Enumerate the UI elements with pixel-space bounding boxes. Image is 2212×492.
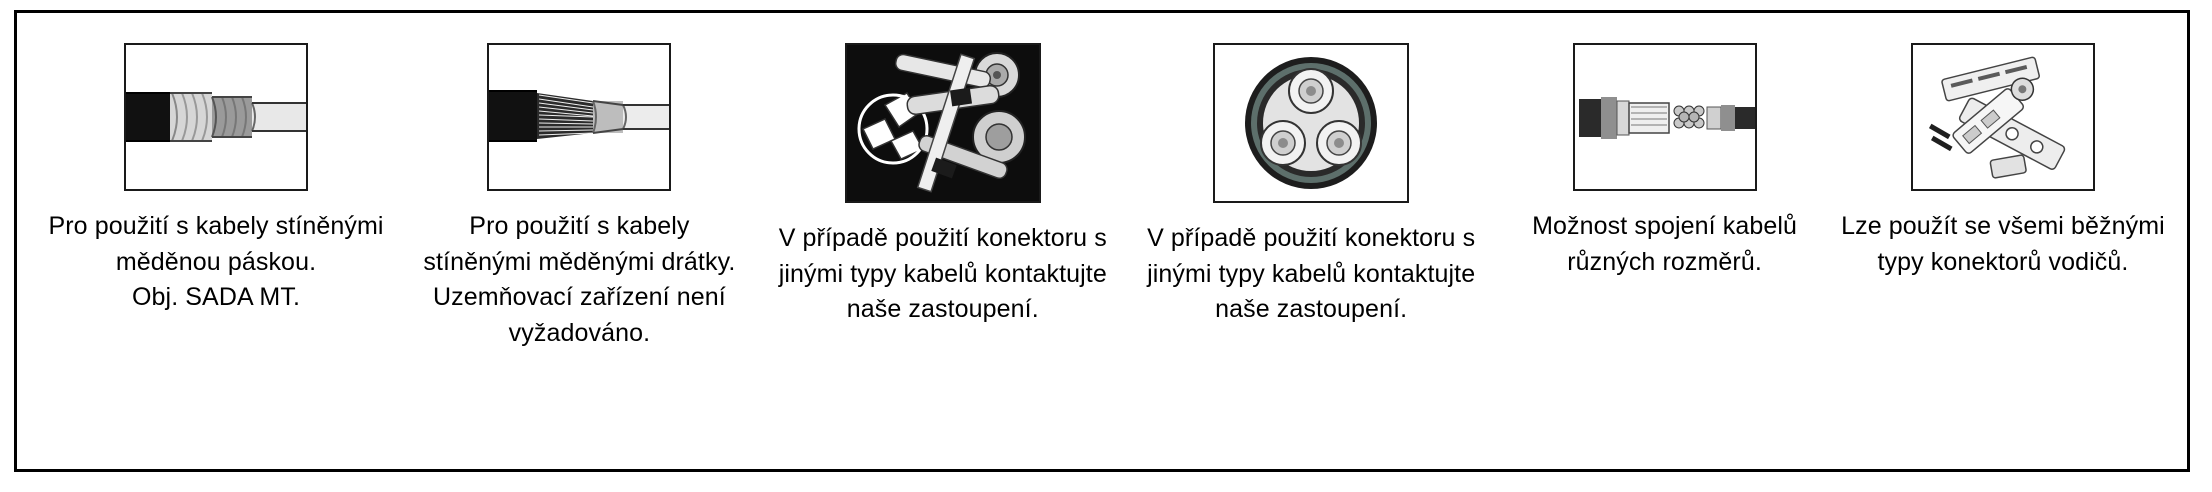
caption-line: vyžadováno.	[508, 318, 651, 347]
feature-caption	[779, 221, 1107, 328]
cable-shielded-copper-tape-illustration	[124, 43, 308, 191]
feature-caption	[1841, 209, 2165, 280]
feature-item-shielded-copper-wires	[419, 43, 739, 351]
feature-item-all-common-connectors	[1841, 43, 2165, 280]
connector-assembly-photo	[845, 43, 1041, 203]
content-panel	[14, 10, 2190, 472]
caption-line: jinými typy kabelů kontaktujte	[1147, 259, 1476, 288]
caption-line: Lze použít se všemi běžnými	[1841, 212, 2165, 240]
feature-caption	[423, 209, 735, 351]
feature-item-connector-other-types-a	[778, 43, 1108, 328]
caption-line: Pro použití s kabely stíněnými	[48, 212, 384, 240]
caption-line: Možnost spojení kabelů	[1532, 212, 1797, 240]
feature-row	[17, 13, 2187, 469]
feature-caption	[1147, 221, 1475, 328]
caption-line: Obj. SADA MT.	[131, 283, 300, 311]
caption-line: V případě použití konektoru s	[778, 224, 1107, 252]
caption-line: naše zastoupení.	[846, 295, 1039, 323]
caption-line: stíněnými měděnými drátky.	[423, 247, 736, 276]
feature-item-connector-other-types-b	[1146, 43, 1476, 328]
caption-line: typy konektorů vodičů.	[1877, 247, 2129, 276]
cable-shielded-copper-wires-illustration	[487, 43, 671, 191]
three-core-cable-cross-section-photo	[1213, 43, 1409, 203]
caption-line: V případě použití konektoru s	[1147, 224, 1476, 252]
caption-line: Pro použití s kabely	[469, 212, 690, 240]
feature-item-shielded-copper-tape	[48, 43, 384, 316]
feature-caption	[48, 209, 383, 316]
caption-line: měděnou páskou.	[115, 247, 317, 276]
caption-line: Uzemňovací zařízení není	[432, 283, 726, 311]
conductor-connectors-illustration	[1911, 43, 2095, 191]
caption-line: jinými typy kabelů kontaktujte	[778, 259, 1107, 288]
feature-item-different-sizes-joint	[1515, 43, 1815, 280]
cable-joint-different-sizes-illustration	[1573, 43, 1757, 191]
caption-line: naše zastoupení.	[1215, 295, 1408, 323]
feature-caption	[1532, 209, 1797, 280]
caption-line: různých rozměrů.	[1567, 247, 1762, 276]
